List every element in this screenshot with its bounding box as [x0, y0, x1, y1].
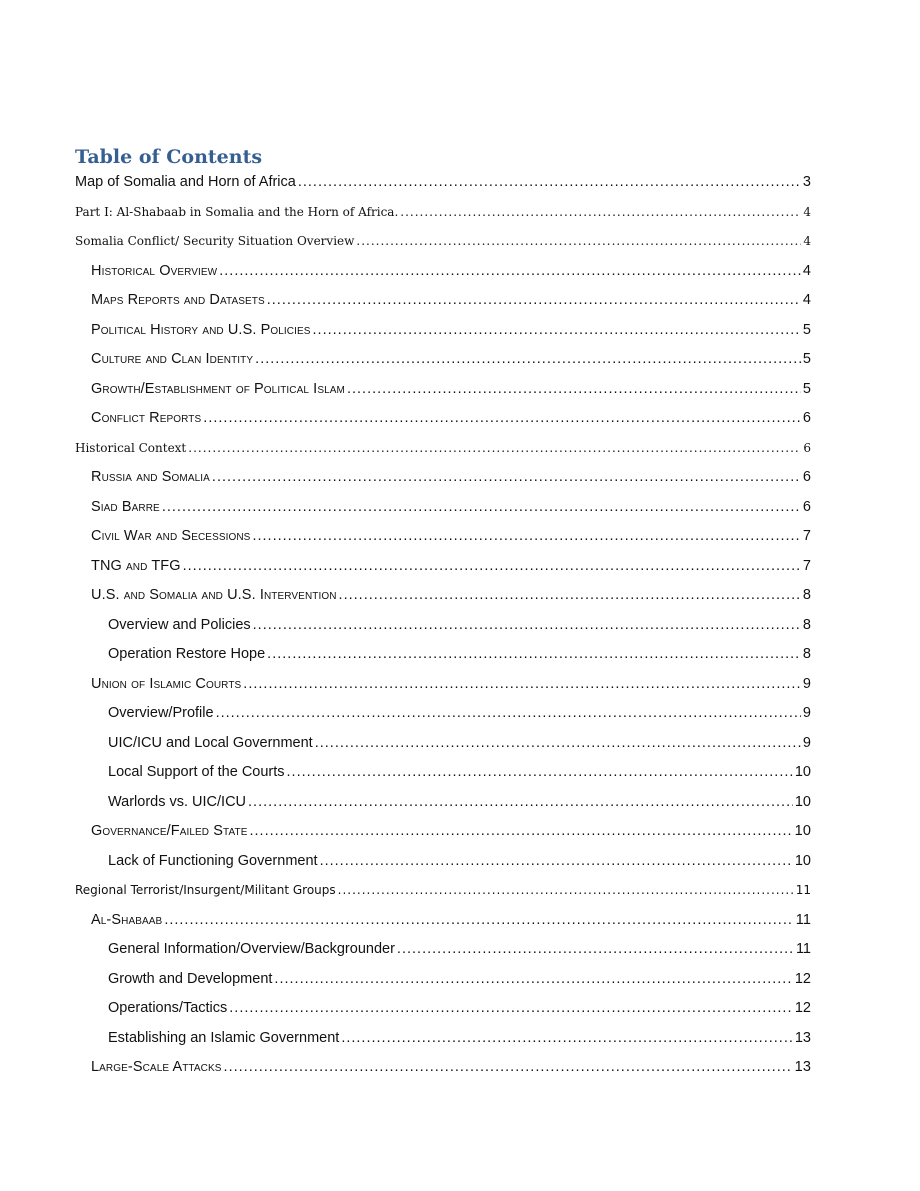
toc-entry[interactable] — [108, 791, 811, 813]
toc-entry[interactable] — [91, 673, 811, 695]
toc-entry[interactable] — [91, 525, 811, 547]
toc-page-number[interactable]: 10 — [794, 793, 811, 810]
toc-dot-leader — [298, 171, 801, 193]
toc-entry[interactable] — [108, 968, 811, 990]
toc-entry-title[interactable]: Political History and U.S. Policies — [91, 321, 311, 338]
toc-page-number[interactable]: 11 — [795, 941, 811, 957]
toc-dot-leader — [216, 702, 801, 724]
toc-entry[interactable] — [91, 260, 811, 282]
toc-entry[interactable] — [75, 171, 811, 193]
toc-page-number[interactable]: 3 — [802, 174, 811, 190]
toc-entry[interactable] — [108, 643, 811, 665]
toc-entry-title[interactable]: UIC/ICU and Local Government — [108, 734, 313, 751]
toc-entry-title[interactable]: Culture and Clan Identity — [91, 351, 254, 367]
toc-dot-leader — [255, 348, 801, 370]
toc-dot-leader — [313, 319, 801, 341]
toc-entry-title[interactable]: Lack of Functioning Government — [108, 852, 318, 869]
toc-dot-leader — [249, 820, 792, 842]
toc-entry-title[interactable]: Growth/Establishment of Political Islam — [91, 380, 345, 397]
toc-entry[interactable] — [108, 850, 811, 872]
toc-entry-title[interactable]: Local Support of the Courts — [108, 764, 285, 780]
toc-page-number[interactable]: 5 — [802, 351, 811, 367]
toc-entry-title[interactable]: Historical Context — [75, 440, 187, 455]
toc-page-number[interactable]: 8 — [802, 587, 811, 603]
toc-page-number[interactable]: 11 — [795, 883, 811, 897]
toc-entry-title[interactable]: Union of Islamic Courts — [91, 675, 242, 692]
toc-entry[interactable] — [108, 702, 811, 724]
toc-dot-leader — [252, 525, 800, 547]
toc-entry[interactable] — [91, 820, 811, 842]
toc-dot-leader — [212, 466, 801, 488]
toc-page-number[interactable]: 9 — [802, 705, 811, 721]
toc-title: Table of Contents — [75, 146, 263, 168]
toc-entry[interactable] — [91, 909, 811, 931]
toc-entry-title[interactable]: Warlords vs. UIC/ICU — [108, 793, 247, 810]
toc-page-number[interactable]: 9 — [802, 734, 811, 751]
toc-dot-leader — [162, 496, 801, 518]
toc-dot-leader — [338, 879, 794, 901]
toc-entry[interactable] — [91, 555, 811, 577]
toc-entry-title[interactable]: Historical Overview — [91, 262, 218, 279]
toc-page-number[interactable]: 5 — [802, 321, 811, 338]
toc-dot-leader — [219, 260, 801, 282]
toc-dot-leader — [248, 791, 793, 813]
toc-entry[interactable] — [108, 614, 811, 636]
toc-entry-title[interactable]: Maps Reports and Datasets — [91, 292, 265, 308]
toc-entry-title[interactable]: Russia and Somalia — [91, 469, 210, 485]
toc-dot-leader — [183, 555, 801, 577]
toc-entry[interactable] — [75, 201, 811, 223]
toc-page-number[interactable]: 9 — [802, 675, 811, 692]
toc-dot-leader — [400, 201, 801, 223]
toc-entry-title[interactable]: Somalia Conflict/ Security Situation Overview — [75, 234, 355, 248]
toc-page-number[interactable]: 13 — [794, 1059, 811, 1075]
toc-dot-leader — [320, 850, 793, 872]
toc-entry-title[interactable]: Large-Scale Attacks — [91, 1059, 222, 1075]
toc-page-number[interactable]: 6 — [803, 440, 811, 455]
toc-entry[interactable] — [108, 1027, 811, 1049]
toc-dot-leader — [229, 997, 793, 1019]
toc-entry-title[interactable]: Operation Restore Hope — [108, 646, 266, 662]
toc-dot-leader — [267, 289, 801, 311]
toc-page-number[interactable]: 4 — [803, 234, 811, 248]
toc-page-number[interactable]: 10 — [794, 852, 811, 869]
toc-page-number[interactable]: 13 — [794, 1029, 811, 1046]
toc-dot-leader — [339, 584, 801, 606]
toc-entry-title[interactable]: Map of Somalia and Horn of Africa — [75, 174, 296, 190]
toc-page-number[interactable]: 6 — [802, 498, 811, 515]
toc-dot-leader — [224, 1056, 793, 1078]
toc-page-number[interactable]: 4 — [802, 262, 811, 279]
toc-page-number[interactable]: 6 — [802, 469, 811, 485]
toc-dot-leader — [164, 909, 793, 931]
toc-page-number[interactable]: 4 — [803, 204, 811, 219]
toc-entry-title[interactable]: Part I: Al-Shabaab in Somalia and the Horn of Africa. — [75, 204, 399, 219]
toc-entry[interactable] — [91, 496, 811, 518]
toc-entry[interactable] — [75, 879, 811, 901]
toc-page-number[interactable]: 6 — [802, 410, 811, 426]
toc-dot-leader — [274, 968, 792, 990]
toc-entry-title[interactable]: Overview and Policies — [108, 616, 251, 633]
toc-entry[interactable] — [108, 938, 811, 960]
toc-dot-leader — [315, 732, 801, 754]
toc-entry-title[interactable]: Establishing an Islamic Government — [108, 1029, 340, 1046]
toc-entry[interactable] — [108, 732, 811, 754]
toc-page-number[interactable]: 10 — [794, 764, 811, 780]
toc-entry-title[interactable]: Operations/Tactics — [108, 1000, 228, 1016]
toc-dot-leader — [397, 938, 794, 960]
toc-entry-title[interactable]: Governance/Failed State — [91, 823, 248, 839]
toc-entry-title[interactable]: Regional Terrorist/Insurgent/Militant Groups — [75, 883, 336, 897]
toc-entry-title[interactable]: General Information/Overview/Backgrounder — [108, 941, 395, 957]
toc-entry[interactable] — [91, 378, 811, 400]
toc-dot-leader — [287, 761, 793, 783]
toc-entry-title[interactable]: Growth and Development — [108, 970, 273, 987]
toc-entry-title[interactable]: Overview/Profile — [108, 705, 214, 721]
toc-dot-leader — [188, 437, 801, 459]
toc-entry[interactable] — [91, 466, 811, 488]
toc-entry[interactable] — [91, 319, 811, 341]
toc-entry-title[interactable]: Siad Barre — [91, 498, 160, 515]
toc-dot-leader — [356, 230, 801, 252]
toc-page-number[interactable]: 8 — [802, 646, 811, 662]
toc-dot-leader — [253, 614, 801, 636]
toc-dot-leader — [267, 643, 801, 665]
toc-entry[interactable] — [91, 407, 811, 429]
toc-dot-leader — [347, 378, 801, 400]
toc-entry[interactable] — [91, 289, 811, 311]
toc-page-number[interactable]: 7 — [802, 528, 811, 544]
toc-entry[interactable] — [91, 584, 811, 606]
toc-entry-title[interactable]: Civil War and Secessions — [91, 528, 251, 544]
toc-dot-leader — [341, 1027, 793, 1049]
toc-entry[interactable] — [108, 761, 811, 783]
toc-entry-title[interactable]: Al-Shabaab — [91, 911, 163, 928]
toc-page-number[interactable]: 10 — [794, 823, 811, 839]
toc-entry[interactable] — [75, 437, 811, 459]
toc-entry[interactable] — [108, 997, 811, 1019]
toc-dot-leader — [203, 407, 801, 429]
toc-page-number[interactable]: 8 — [802, 616, 811, 633]
toc-entry[interactable] — [91, 1056, 811, 1078]
toc-entry-title[interactable]: U.S. and Somalia and U.S. Intervention — [91, 587, 337, 603]
toc-page-number[interactable]: 4 — [802, 292, 811, 308]
toc-page-number[interactable]: 12 — [794, 1000, 811, 1016]
toc-dot-leader — [243, 673, 801, 695]
toc-page-number[interactable]: 7 — [802, 557, 811, 574]
toc-entry[interactable] — [75, 230, 811, 252]
toc-entry[interactable] — [91, 348, 811, 370]
toc-page-number[interactable]: 12 — [794, 970, 811, 987]
toc-page-number[interactable]: 11 — [795, 911, 811, 928]
toc-entry-title[interactable]: Conflict Reports — [91, 410, 202, 426]
toc-page-number[interactable]: 5 — [802, 380, 811, 397]
toc-entry-title[interactable]: TNG and TFG — [91, 557, 181, 574]
